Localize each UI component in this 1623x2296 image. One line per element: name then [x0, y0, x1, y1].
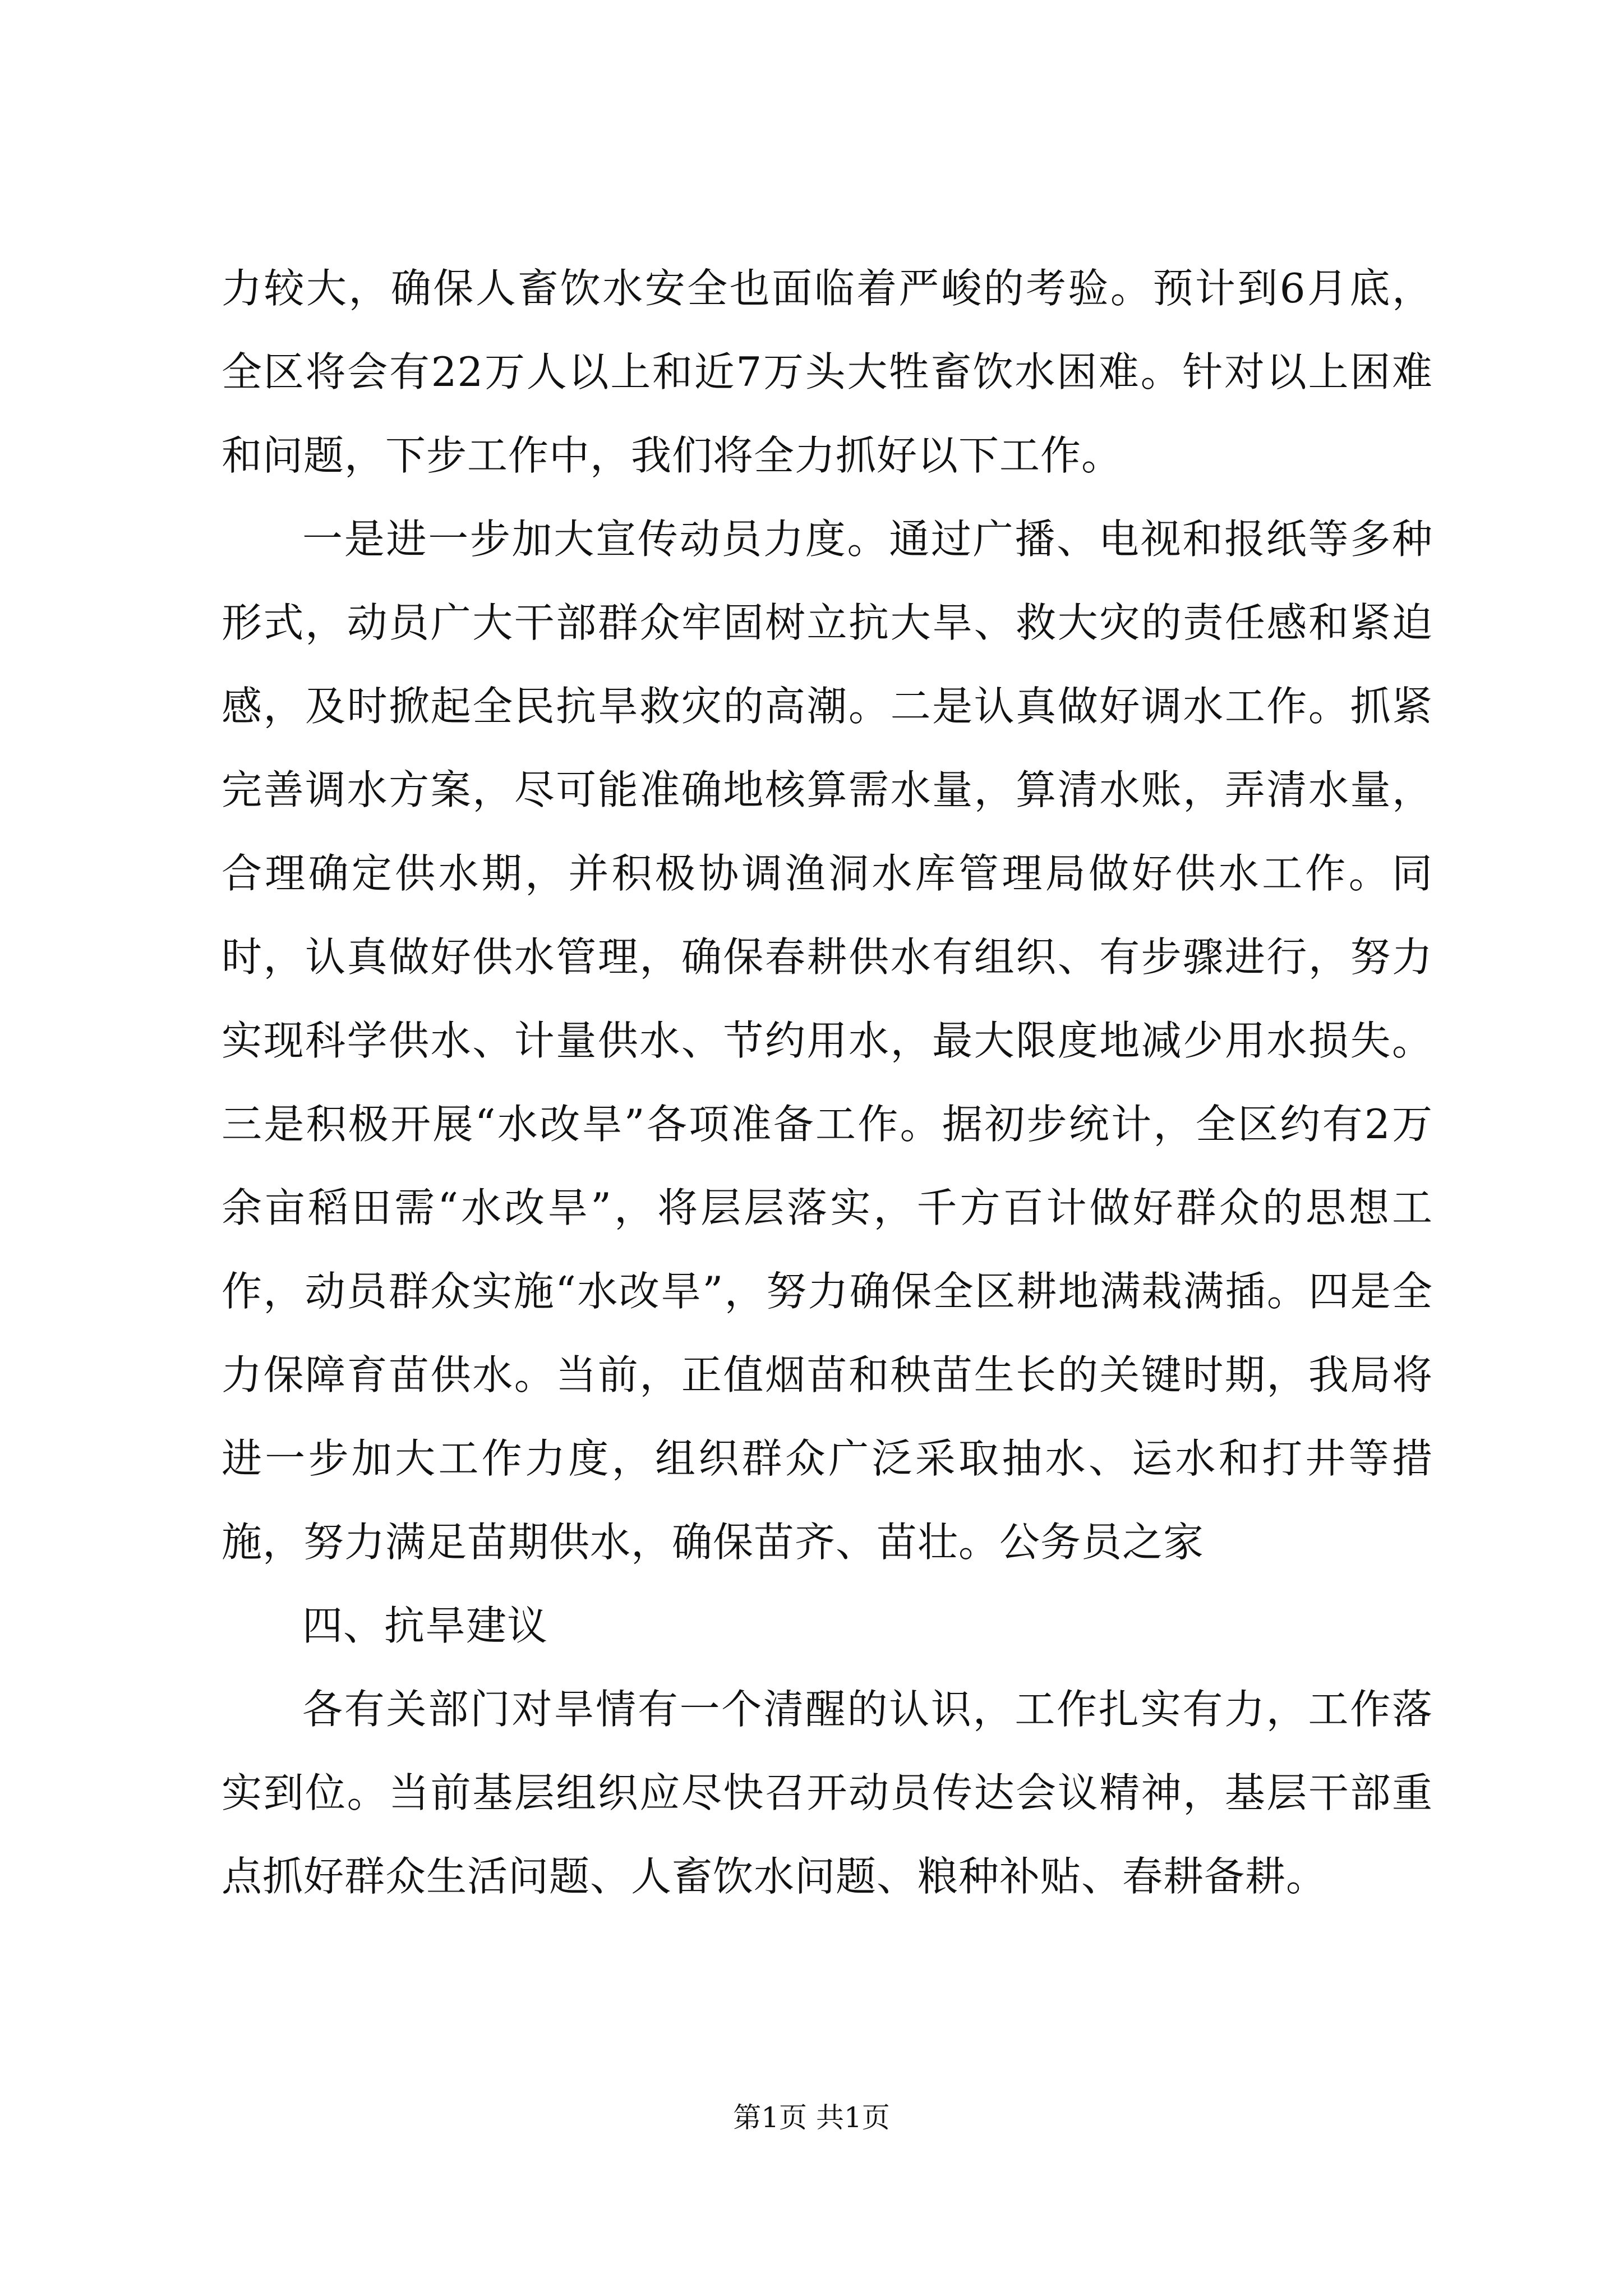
paragraph-continuation: 力较大，确保人畜饮水安全也面临着严峻的考验。预计到6月底，全区将会有22万人以上和近7万头大牲畜饮水困难。针对以上困难和问题，下步工作中，我们将全力抓好以下工作。: [222, 265, 1433, 479]
paragraph-work-measures: 一是进一步加大宣传动员力度。通过广播、电视和报纸等多种形式，动员广大干部群众牢固树立抗大旱、救大灾的责任感和紧迫感，及时掀起全民抗旱救灾的高潮。二是认真做好调水工作。抓紧完善调水方案，尽可能准确地核算需水量，算清水账，弄清水量，合理确定供水期，并积极协调渔洞水库管理局做好供水工作。同时，认真做好供水管理，确保春耕供水有组织、有步骤进行，努力实现科学供水、计量供水、节约用水，最大限度地减少用水损失。三是积极开展“水改旱”各项准备工作。据初步统计，全区约有2万余亩稻田需“水改旱”，将层层落实，千方百计做好群众的思想工作，动员群众实施“水改旱”，努力确保全区耕地满栽满插。四是全力保障育苗供水。当前，正值烟苗和秧苗生长的关键时期，我局将进一步加大工作力度，组织群众广泛采取抽水、运水和打井等措施，努力满足苗期供水，确保苗齐、苗壮。公务员之家: [222, 516, 1433, 1566]
document-body: [222, 247, 1433, 1918]
page-footer: 第1页 共1页: [733, 2101, 890, 2134]
paragraph-suggestions: 各有关部门对旱情有一个清醒的认识，工作扎实有力，工作落实到位。当前基层组织应尽快召开动员传达会议精神，基层干部重点抓好群众生活问题、人畜饮水问题、粮种补贴、春耕备耕。: [222, 1686, 1433, 1900]
section-heading-drought-suggestions: 四、抗旱建议: [302, 1602, 548, 1649]
